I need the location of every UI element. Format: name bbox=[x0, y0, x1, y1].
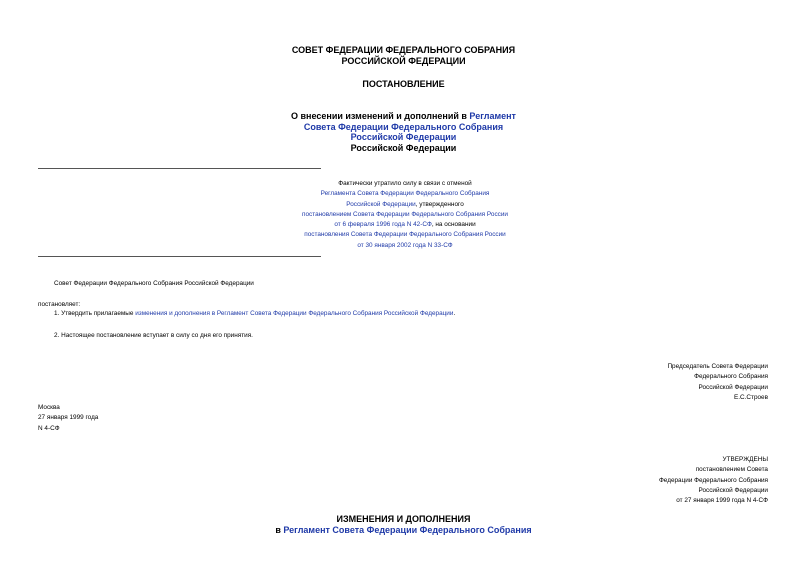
status-line-1: Фактически утратило силу в связи с отменой bbox=[338, 180, 472, 187]
repeal-regulation-link-2[interactable]: Российской Федерации bbox=[346, 200, 416, 208]
issuer-text: Совет Федерации Федерального Собрания Российской Федерации bbox=[54, 280, 254, 287]
place-date-block bbox=[38, 403, 98, 434]
resolution-number: N 4-СФ bbox=[38, 424, 60, 432]
signatory-name: Е.С.Строев bbox=[733, 393, 768, 401]
regulation-link-3[interactable]: Российской Федерации bbox=[350, 132, 457, 142]
status-note bbox=[180, 179, 630, 251]
org-name-line2: РОССИЙСКОЙ ФЕДЕРАЦИИ bbox=[341, 56, 466, 66]
resolution-date-link-1[interactable]: от 6 февраля 1996 года N 42-СФ bbox=[334, 221, 432, 229]
title-prefix: О внесении изменений и дополнений в bbox=[291, 111, 470, 121]
regulation-link-1[interactable]: Регламент bbox=[469, 111, 516, 121]
divider-bottom bbox=[38, 256, 321, 257]
changes-link[interactable]: изменения и дополнения в Регламент Совета Федерации Федерального Собрания Российской Федерации bbox=[135, 310, 454, 317]
divider-top bbox=[38, 168, 321, 169]
resolves-text: постановляет: bbox=[38, 301, 81, 308]
adoption-date: 27 января 1999 года bbox=[38, 414, 99, 422]
document-title-tail: Российской Федерации bbox=[350, 142, 457, 153]
org-name-line1: СОВЕТ ФЕДЕРАЦИИ ФЕДЕРАЛЬНОГО СОБРАНИЯ bbox=[291, 45, 516, 55]
document-title-line1 bbox=[0, 111, 807, 122]
city: Москва bbox=[38, 404, 60, 411]
appendix-regulation-link[interactable]: Регламент Совета Федерации Федерального Собрания bbox=[283, 524, 532, 535]
regulation-link-2[interactable]: Совета Федерации Федерального Собрания bbox=[303, 121, 504, 132]
resolution-link-1[interactable]: постановлением Совета Федерации Федерального Собрания России bbox=[302, 210, 508, 218]
document-type: ПОСТАНОВЛЕНИЕ bbox=[362, 79, 445, 89]
approval-block: УТВЕРЖДЕНЫ постановлением Совета Федерации Федерального Собрания Российской Федерации от 27 января 1999 года N 4-СФ bbox=[658, 456, 768, 505]
appendix-subtitle: в Регламент Совета Федерации Федерального Собрания bbox=[275, 524, 532, 535]
repeal-regulation-link[interactable]: Регламента Совета Федерации Федерального Собрания bbox=[320, 190, 490, 198]
status-line-3: Российской Федерации, утвержденного bbox=[346, 200, 464, 208]
signature-block: Председатель Совета Федерации Федерального Собрания Российской Федерации Е.С.Строев bbox=[667, 362, 768, 403]
item-1: 1. Утвердить прилагаемые изменения и дополнения в Регламент Совета Федерации Федерального Собрания Российской Федерации. bbox=[54, 310, 456, 317]
appendix-title: ИЗМЕНЕНИЯ И ДОПОЛНЕНИЯ bbox=[336, 514, 471, 524]
resolution-date-link-2[interactable]: от 30 января 2002 года N 33-СФ bbox=[357, 241, 453, 249]
item-2: 2. Настоящее постановление вступает в силу со дня его принятия. bbox=[54, 332, 253, 339]
resolution-link-2[interactable]: постановления Совета Федерации Федерального Собрания России bbox=[304, 231, 506, 239]
status-line-5: от 6 февраля 1996 года N 42-СФ, на основании bbox=[334, 221, 476, 229]
